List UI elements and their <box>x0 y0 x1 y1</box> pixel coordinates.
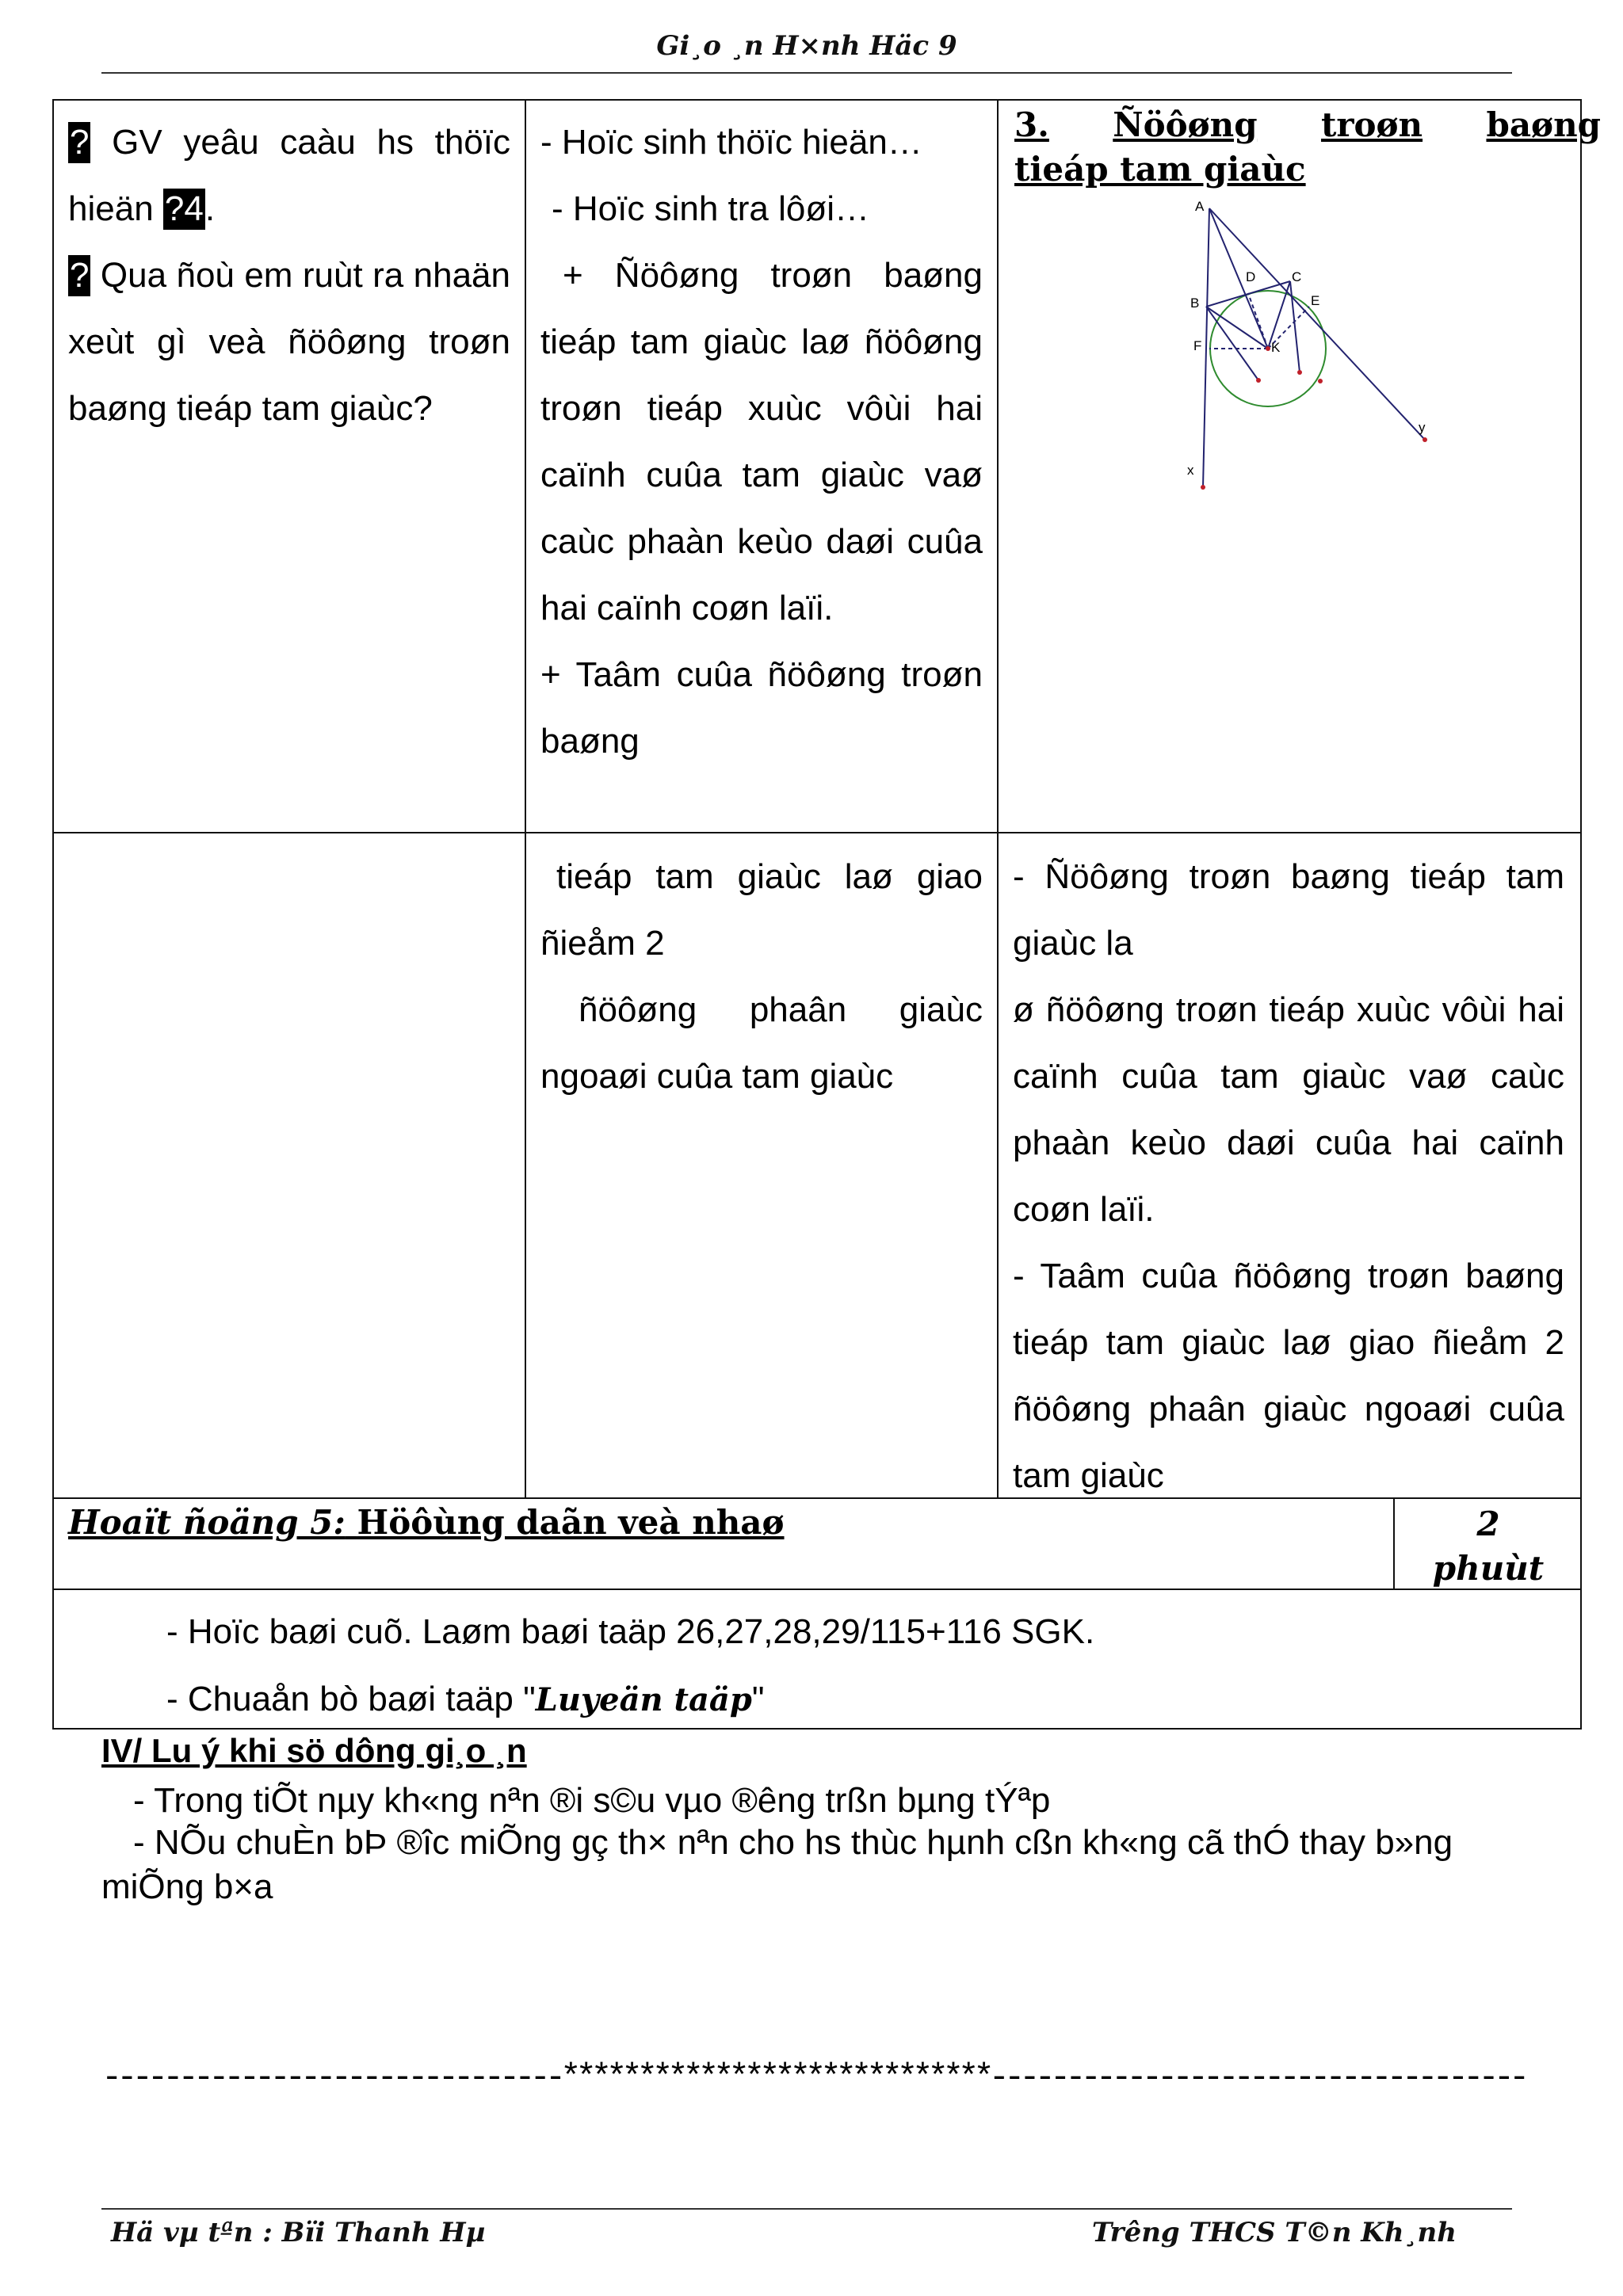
label-b: B <box>1190 296 1200 311</box>
activity-label: Hoaït ñoäng 5: <box>68 1503 346 1542</box>
student-answer-continued-cell <box>540 844 983 1110</box>
exercise-badge: ?4 <box>164 189 204 228</box>
homework-prefix: - Chuaån bò baøi taäp " <box>166 1680 536 1718</box>
point-y <box>1423 437 1427 442</box>
label-k: K <box>1271 340 1281 355</box>
homework-line-1: - Hoïc baøi cuõ. Laøm baøi taäp 26,27,28,29/115+116 SGK. <box>166 1612 1095 1651</box>
label-y: y <box>1419 420 1426 435</box>
section-separator <box>101 2058 1524 2098</box>
point-bisector-end <box>1297 370 1302 375</box>
point-x <box>1201 485 1205 490</box>
point-circle-mark <box>1256 378 1261 383</box>
student-answer-continued-2: ñöôøng phaân giaùc ngoaøi cuûa tam giaùc <box>540 990 983 1096</box>
note-line-2: - NÕu chuÈn bÞ ®îc miÕng gç th× nªn cho hs thùc hµnh cßn kh«ng cã thÓ thay b»ng miÕng b×a <box>101 1823 1453 1906</box>
section-title-word: Ñöôøng <box>1113 105 1258 144</box>
table-border-right <box>1580 99 1582 1730</box>
student-activity-cell <box>540 109 983 775</box>
homework-suffix: " <box>751 1680 765 1718</box>
question-mark-badge: ? <box>70 256 90 295</box>
homework-line-2 <box>166 1680 764 1719</box>
segment-kd <box>1248 293 1268 349</box>
table-border-top <box>52 99 1582 101</box>
segment-ak <box>1209 208 1268 349</box>
table-border-left <box>52 99 54 1730</box>
label-f: F <box>1193 338 1202 353</box>
activity-heading <box>68 1503 785 1542</box>
student-answer-1: + Ñöôøng troøn baøng tieáp tam giaùc laø ñöôøng troøn tieáp xuùc vôùi hai caïnh cuûa tam giaùc vaø caùc phaàn keùo daøi cuûa hai caïnh coøn laïi. <box>540 256 983 627</box>
point-k <box>1266 346 1270 351</box>
ray-ax <box>1203 208 1209 487</box>
page-header-title: Gi¸o ¸n H×nh Häc 9 <box>656 30 957 62</box>
activity-time <box>1395 1502 1582 1591</box>
table-border-bottom <box>52 1728 1582 1730</box>
label-a: A <box>1195 199 1205 214</box>
teacher-activity-cell <box>68 109 510 442</box>
section-title-word: troøn <box>1320 105 1423 144</box>
homework-script-title: Luyeän taäp <box>535 1681 752 1718</box>
column-divider-2 <box>997 99 999 1498</box>
bisector-c <box>1290 281 1300 372</box>
footer-divider <box>101 2208 1512 2210</box>
row-divider-1 <box>52 832 1582 833</box>
ray-ay <box>1209 208 1425 440</box>
student-action-2: - Hoïc sinh tra lôøi… <box>552 189 869 228</box>
sentence-end: . <box>204 189 216 228</box>
separator-stars: **************************** <box>560 2058 989 2098</box>
column-divider-1 <box>525 99 526 1498</box>
conclusion-cell <box>1013 844 1564 1509</box>
teacher-question-text: Qua ñoù em ruùt ra nhaän xeùt gì veà ñöôøng troøn baøng tieáp tam giaùc? <box>68 256 510 428</box>
separator-dashes: ------------------------------ <box>101 2058 561 2098</box>
label-d: D <box>1246 269 1256 284</box>
activity-time-unit: phuùt <box>1432 1549 1545 1588</box>
note-line-1: - Trong tiÕt nµy kh«ng nªn ®i s©u vµo ®êng trßn bµng tÝªp <box>133 1781 1051 1820</box>
conclusion-1a: - Ñöôøng troøn baøng tieáp tam giaùc la <box>1013 857 1564 963</box>
activity-time-number: 2 <box>1476 1505 1500 1543</box>
notes-heading: IV/ Lu ý khi sö dông gi¸o ¸n <box>101 1732 527 1769</box>
student-answer-2: + Taâm cuûa ñöôøng troøn baøng <box>540 655 983 761</box>
separator-dashes: ----------------------------------- <box>988 2058 1525 2098</box>
student-action-1: - Hoïc sinh thöïc hieän… <box>540 123 922 162</box>
teacher-request-text: GV yeâu caàu hs thöïc hieän <box>68 123 510 228</box>
footer-author: Hä vµ tªn : Bïi Thanh Hµ <box>111 2217 486 2248</box>
excircle-figure <box>1173 194 1442 499</box>
label-e: E <box>1311 293 1320 308</box>
question-mark-badge: ? <box>70 123 90 162</box>
point-circle-mark <box>1318 379 1323 383</box>
student-answer-continued-1: tieáp tam giaùc laø giao ñieåm 2 <box>540 857 983 963</box>
label-x: x <box>1187 463 1194 478</box>
section-title <box>1014 103 1601 192</box>
section-title-line2: tieáp tam giaùc <box>1014 150 1306 189</box>
activity-title: Höôùng daãn veà nhaø <box>357 1503 785 1542</box>
row-divider-3 <box>52 1589 1582 1590</box>
header-divider <box>101 72 1512 74</box>
section-title-word: baøng <box>1486 105 1601 144</box>
conclusion-1b: ø ñöôøng troøn tieáp xuùc vôùi hai caïnh cuûa tam giaùc vaø caùc phaàn keùo daøi cuûa hai caïnh coøn laïi. <box>1013 990 1564 1229</box>
section-number: 3. <box>1014 105 1049 144</box>
label-c: C <box>1292 269 1302 284</box>
conclusion-2: - Taâm cuûa ñöôøng troøn baøng tieáp tam giaùc laø giao ñieåm 2 ñöôøng phaân giaùc ngoaøi cuûa tam giaùc <box>1013 1257 1564 1495</box>
footer-school: Trêng THCS T©n Kh¸nh <box>1091 2217 1457 2248</box>
